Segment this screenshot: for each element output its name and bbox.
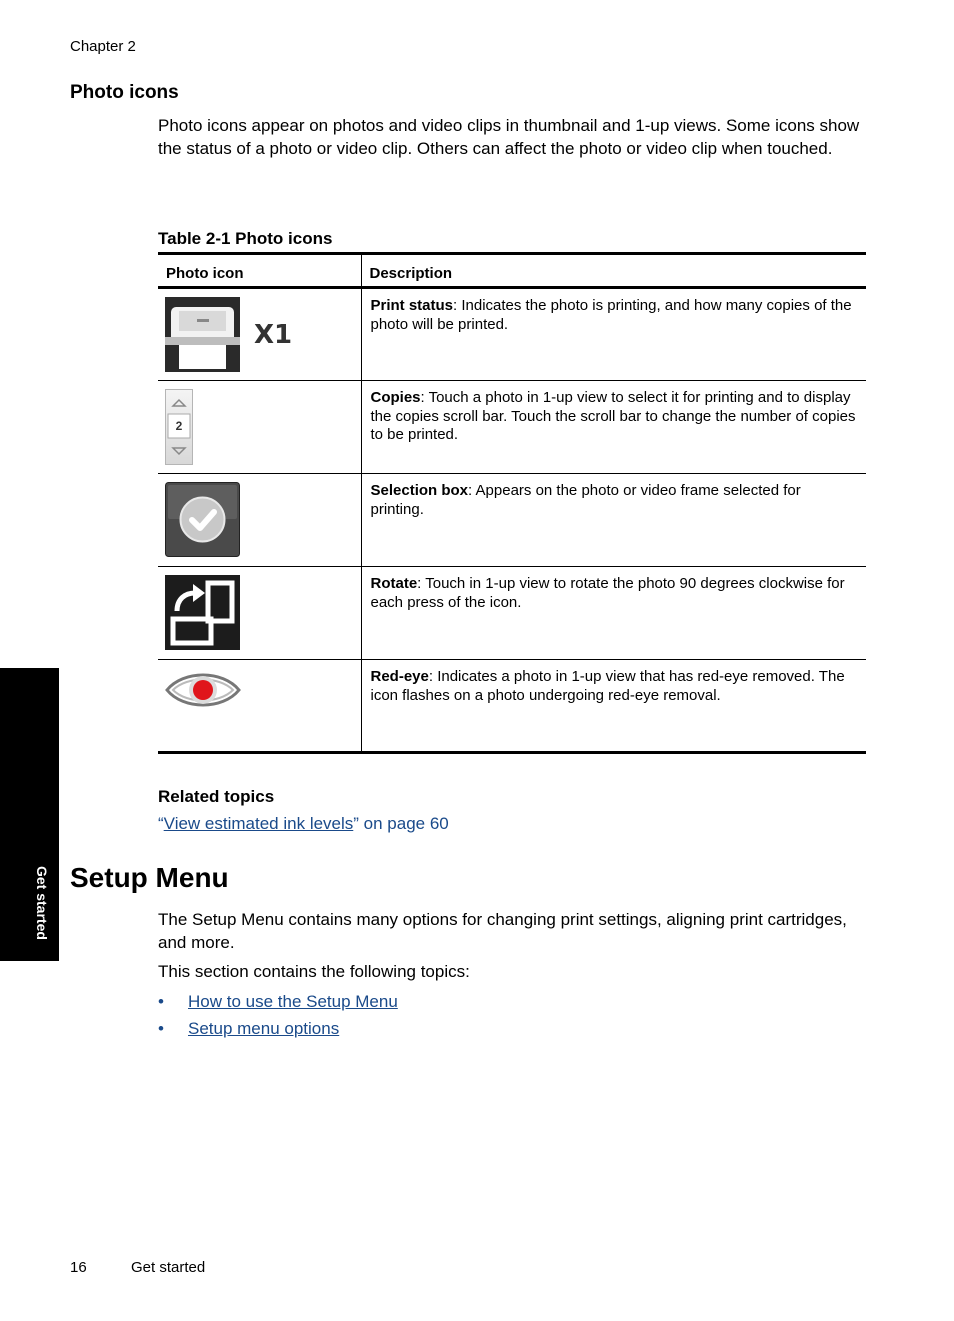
description-cell	[361, 660, 866, 753]
desc-copies: : Touch a photo in 1-up view to select it for printing and to display the copies scroll bar. Touch the scroll bar to change the number of copies to be printed.	[370, 389, 856, 443]
table-caption: Table 2-1 Photo icons	[158, 229, 333, 248]
term-copies: Copies	[370, 389, 421, 406]
side-tab	[0, 668, 59, 961]
setup-menu-options-link[interactable]: Setup menu options	[188, 1019, 340, 1038]
icon-cell	[158, 474, 361, 567]
table-row	[158, 567, 866, 660]
table-header-row	[158, 254, 866, 288]
desc-rotate: : Touch in 1-up view to rotate the photo 90 degrees clockwise for each press of the icon.	[370, 575, 845, 611]
desc-selection-box: : Appears on the photo or video frame selected for printing.	[370, 482, 801, 518]
photo-icons-heading: Photo icons	[70, 82, 179, 103]
bullet: •	[158, 1019, 164, 1038]
chapter-label: Chapter 2	[70, 38, 136, 55]
red-eye-icon	[165, 668, 241, 712]
rotate-icon	[165, 575, 240, 650]
page-number: 16	[70, 1259, 87, 1276]
description-cell	[361, 288, 866, 381]
table-row	[158, 381, 866, 474]
footer-section: Get started	[131, 1259, 206, 1276]
bullet: •	[158, 992, 164, 1011]
print-status-copies-count: X1	[254, 319, 293, 350]
term-print-status: Print status	[370, 297, 454, 314]
description-cell	[361, 567, 866, 660]
setup-menu-intro: The Setup Menu contains many options for changing print settings, aligning print cartridges, and more.	[158, 910, 847, 952]
related-page-ref: ” on page 60	[353, 814, 449, 833]
related-open-quote: “	[158, 814, 164, 833]
term-red-eye: Red-eye	[370, 668, 429, 685]
term-selection-box: Selection box	[370, 482, 469, 499]
icon-cell	[158, 660, 361, 753]
table-row	[158, 474, 866, 567]
copies-count: 2	[175, 419, 183, 433]
col-header-description: Description	[369, 265, 453, 282]
col-header-photo-icon: Photo icon	[158, 254, 361, 288]
icon-cell	[158, 288, 361, 381]
desc-print-status: : Indicates the photo is printing, and how many copies of the photo will be printed.	[370, 297, 852, 333]
desc-red-eye: : Indicates a photo in 1-up view that has red-eye removed. The icon flashes on a photo undergoing red-eye removal.	[370, 668, 845, 704]
setup-menu-topics-intro: This section contains the following topics:	[158, 962, 470, 981]
how-to-use-setup-menu-link[interactable]: How to use the Setup Menu	[188, 992, 398, 1011]
table-row	[158, 288, 866, 381]
description-cell	[361, 381, 866, 474]
table-row	[158, 660, 866, 753]
selection-box-icon	[165, 482, 240, 557]
photo-icons-table	[158, 252, 866, 754]
setup-menu-heading: Setup Menu	[70, 862, 229, 893]
view-ink-levels-link[interactable]: View estimated ink levels	[163, 814, 354, 833]
related-topic-entry	[158, 814, 449, 834]
related-topics-heading: Related topics	[158, 787, 275, 806]
icon-cell	[158, 567, 361, 660]
side-tab-label: Get started	[34, 866, 50, 940]
copies-scroll-icon	[165, 389, 193, 465]
print-status-icon	[165, 297, 361, 372]
description-cell	[361, 474, 866, 567]
term-rotate: Rotate	[370, 575, 418, 592]
icon-cell	[158, 381, 361, 474]
photo-icons-intro: Photo icons appear on photos and video clips in thumbnail and 1-up views. Some icons show the status of a photo or video clip. Others can affect the photo or video clip when touched.	[158, 116, 860, 158]
